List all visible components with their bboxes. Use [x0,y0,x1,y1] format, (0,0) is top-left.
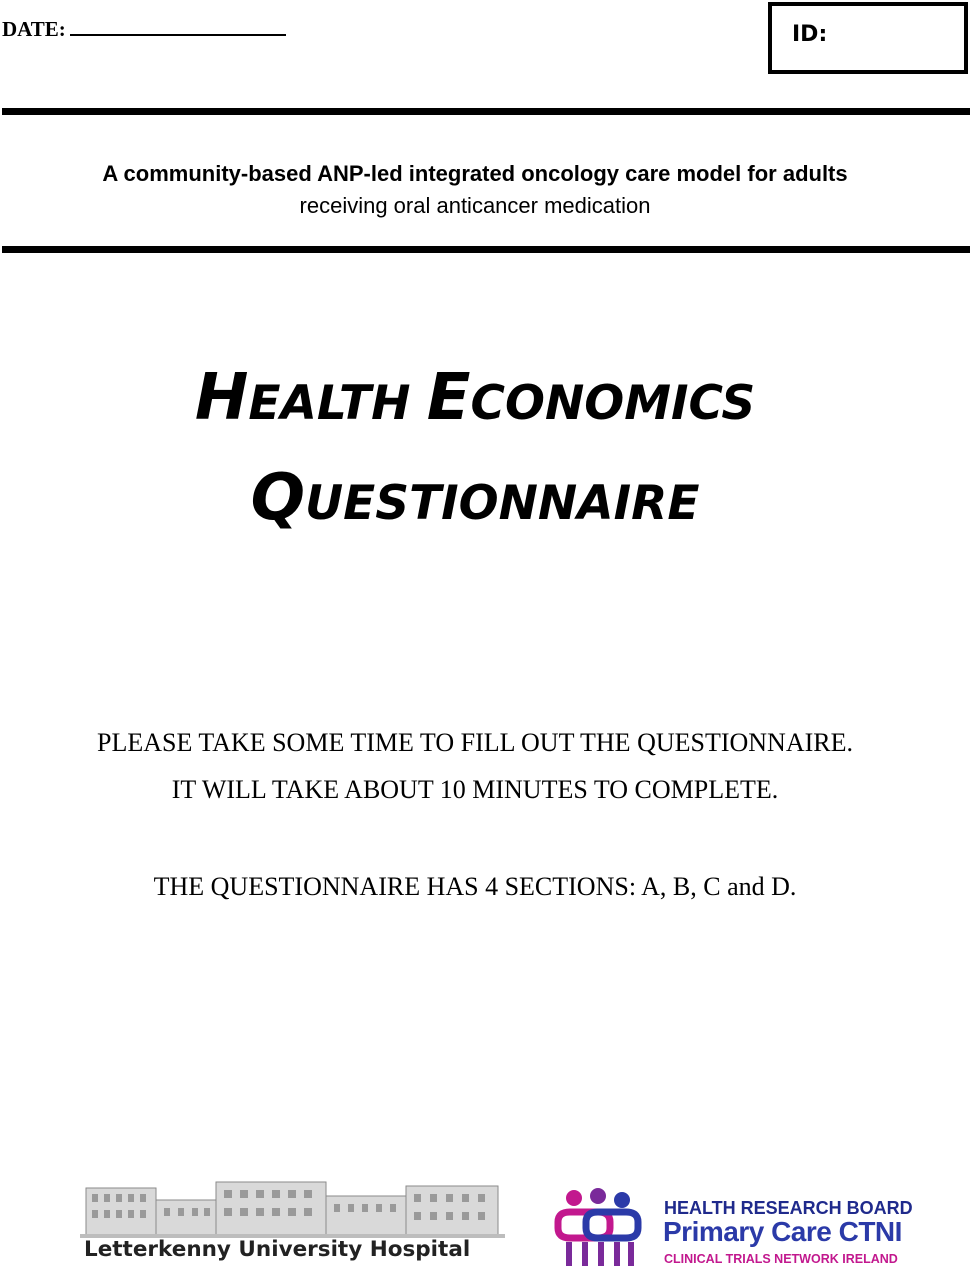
top-divider [2,108,970,115]
page-title-line1: HEALTH ECONOMICS [194,361,756,435]
date-label: DATE: [2,17,66,41]
page-title-line2: QUESTIONNAIRE [250,461,700,535]
date-blank-line[interactable] [70,14,286,36]
study-title-line2: receiving oral anticancer medication [299,193,651,218]
study-title [0,158,950,222]
page-title [0,356,950,556]
hospital-logo-label: Letterkenny University Hospital [84,1237,471,1262]
study-title-line1: A community-based ANP-led integrated oncology care model for adults [102,161,848,186]
instruction-line-2: IT WILL TAKE ABOUT 10 MINUTES TO COMPLETE. [171,775,779,804]
instruction-line-1: PLEASE TAKE SOME TIME TO FILL OUT THE QUESTIONNAIRE. [96,728,853,757]
id-box[interactable] [768,2,968,74]
hrb-logo-line2: Primary Care CTNI [663,1216,902,1247]
hrb-ctni-logo-mark [552,1188,647,1268]
hrb-logo-line3: CLINICAL TRIALS NETWORK IRELAND [664,1252,898,1266]
bottom-divider [2,246,970,253]
date-field [2,14,286,42]
id-label: ID: [792,22,828,47]
instruction-line-3: THE QUESTIONNAIRE HAS 4 SECTIONS: A, B, C and D. [153,872,797,901]
hrb-logo-line1: HEALTH RESEARCH BOARD [664,1198,913,1218]
